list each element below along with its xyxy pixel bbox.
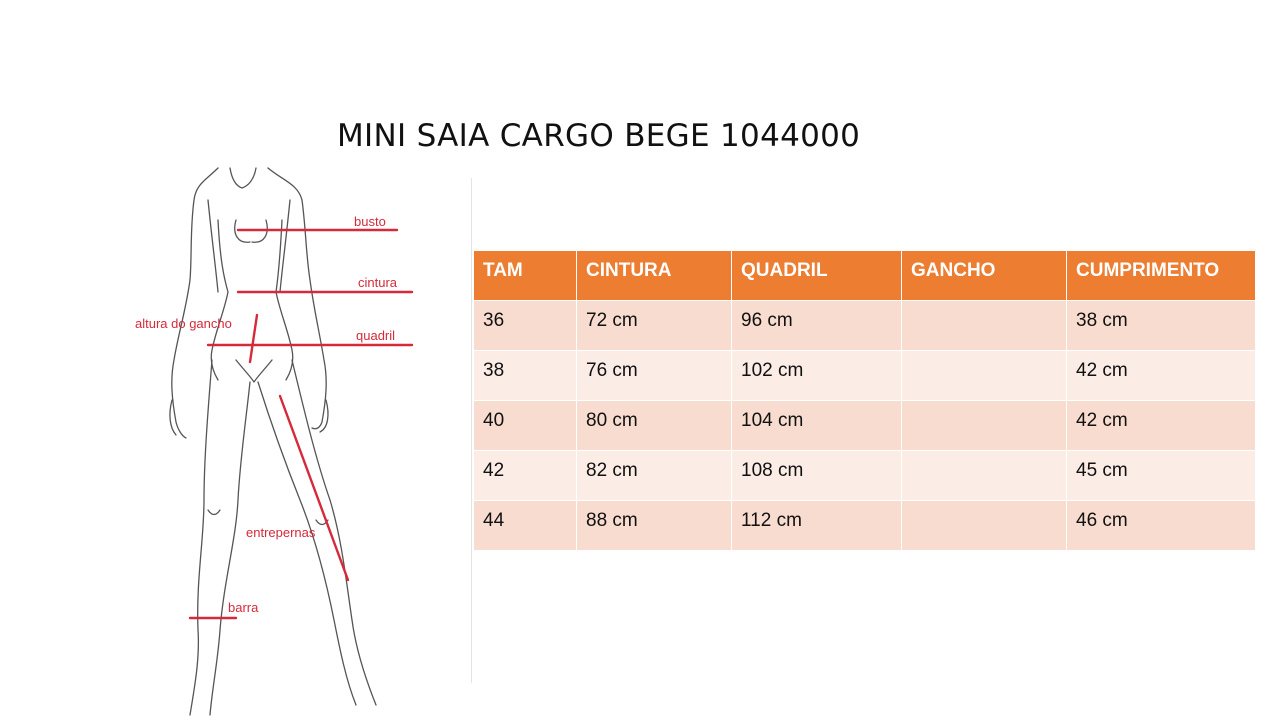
table-header-row	[474, 251, 1256, 301]
cell-tam: 44	[474, 501, 577, 551]
table-row	[474, 401, 1256, 451]
cell-cumprimento: 42 cm	[1067, 401, 1256, 451]
table-row	[474, 351, 1256, 401]
cell-gancho	[902, 451, 1067, 501]
cell-gancho	[902, 401, 1067, 451]
header-quadril: QUADRIL	[732, 251, 902, 301]
cell-tam: 38	[474, 351, 577, 401]
cell-cintura: 72 cm	[577, 301, 732, 351]
cell-cumprimento: 45 cm	[1067, 451, 1256, 501]
cell-gancho	[902, 501, 1067, 551]
cintura-label: cintura	[358, 275, 398, 290]
table-row	[474, 301, 1256, 351]
header-cintura: CINTURA	[577, 251, 732, 301]
barra-label: barra	[228, 600, 259, 615]
cell-gancho	[902, 301, 1067, 351]
altura-gancho-label: altura do gancho	[135, 316, 232, 331]
body-measurement-figure	[120, 160, 480, 720]
cell-cumprimento: 38 cm	[1067, 301, 1256, 351]
cell-tam: 40	[474, 401, 577, 451]
cell-gancho	[902, 351, 1067, 401]
entrepernas-label: entrepernas	[246, 525, 316, 540]
cell-quadril: 112 cm	[732, 501, 902, 551]
cell-cumprimento: 42 cm	[1067, 351, 1256, 401]
busto-label: busto	[354, 214, 386, 229]
quadril-label: quadril	[356, 328, 396, 343]
header-tam: TAM	[474, 251, 577, 301]
body-outline-illustration	[120, 160, 480, 720]
cell-quadril: 102 cm	[732, 351, 902, 401]
cell-quadril: 96 cm	[732, 301, 902, 351]
cell-cintura: 80 cm	[577, 401, 732, 451]
size-chart-table	[473, 250, 1256, 551]
cell-quadril: 108 cm	[732, 451, 902, 501]
table-row	[474, 501, 1256, 551]
cell-cintura: 88 cm	[577, 501, 732, 551]
cell-tam: 42	[474, 451, 577, 501]
header-cumprimento: CUMPRIMENTO	[1067, 251, 1256, 301]
header-gancho: GANCHO	[902, 251, 1067, 301]
page-title: MINI SAIA CARGO BEGE 1044000	[337, 118, 861, 154]
cell-cumprimento: 46 cm	[1067, 501, 1256, 551]
table-row	[474, 451, 1256, 501]
cell-tam: 36	[474, 301, 577, 351]
cell-cintura: 82 cm	[577, 451, 732, 501]
cell-cintura: 76 cm	[577, 351, 732, 401]
divider-line	[471, 178, 472, 683]
cell-quadril: 104 cm	[732, 401, 902, 451]
